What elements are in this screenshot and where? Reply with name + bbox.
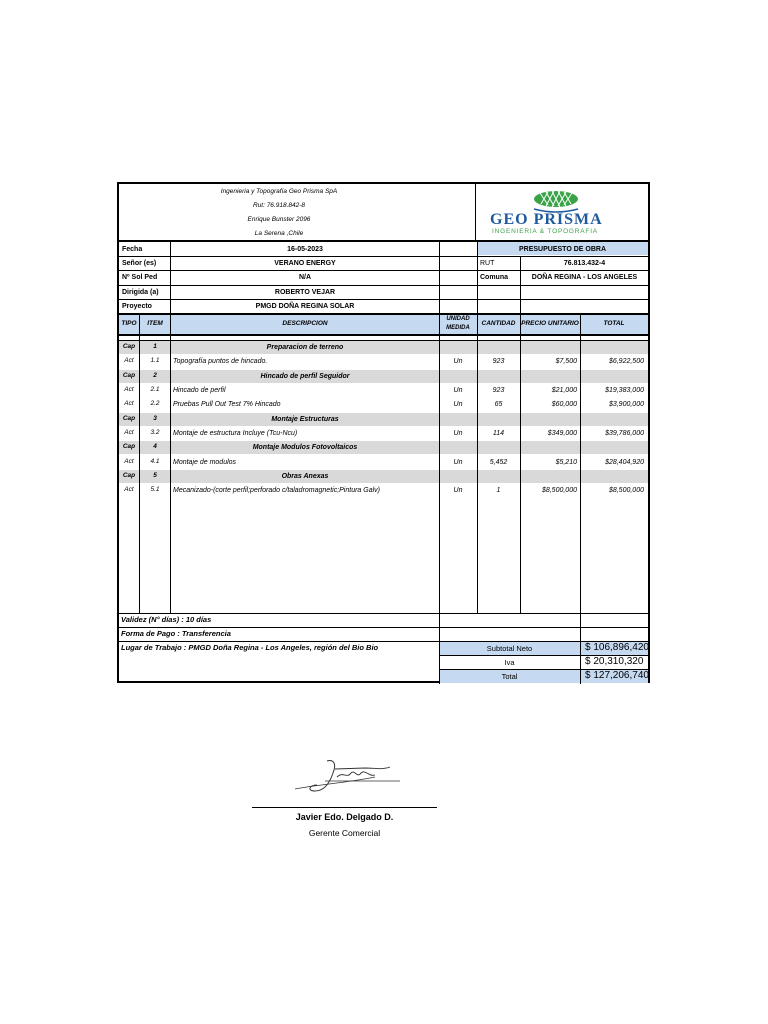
logo-subtext: INGENIERIA & TOPOGRAFIA	[492, 228, 598, 235]
row-2	[119, 373, 648, 383]
header-precio: PRECIO UNITARIO	[521, 320, 579, 327]
comuna-label: Comuna	[480, 274, 508, 281]
budget-sheet	[117, 182, 650, 683]
row-unidad: Un	[453, 430, 463, 437]
row-9	[119, 473, 648, 483]
rut-value: 76.813.432-4	[563, 260, 606, 267]
rut-label: RUT	[480, 260, 495, 267]
subtotal-value: $ 106,896,420	[585, 642, 649, 653]
row-unidad: Un	[453, 459, 463, 466]
row-cantidad: 65	[494, 401, 503, 408]
total-label: Total	[501, 672, 518, 681]
row-tipo: Act	[124, 357, 134, 364]
row-10	[119, 487, 648, 497]
row-tipo: Cap	[122, 472, 136, 479]
row-total: $8,500,000	[608, 487, 644, 494]
forma-pago-text: Forma de Pago : Transferencia	[121, 629, 231, 638]
row-desc: Mecanizado-(corte perfil;perforado c/taladromagnetic;Pintura Galv)	[173, 487, 380, 494]
row-tipo: Cap	[122, 343, 136, 350]
company-address: Enrique Bunster 2096	[247, 216, 311, 223]
row-tipo: Act	[124, 458, 134, 465]
fecha-value: 16-05-2023	[287, 246, 323, 253]
row-item: 1	[153, 343, 157, 350]
row-precio: $349,000	[547, 430, 577, 437]
row-cantidad: 923	[492, 387, 505, 394]
validez-text: Validez (N° días) : 10 días	[121, 615, 212, 624]
signature-line	[252, 807, 437, 808]
row-item: 2.1	[150, 386, 160, 393]
row-item: 3.2	[150, 429, 160, 436]
row-desc: Pruebas Pull Out Test 7% Hincado	[173, 401, 281, 408]
company-rut: Rut: 76.918.842-8	[252, 202, 306, 209]
row-unidad: Un	[453, 387, 463, 394]
doc-title: PRESUPUESTO DE OBRA	[519, 246, 606, 253]
row-3	[119, 387, 648, 397]
row-item: 5	[153, 472, 157, 479]
row-total: $28,404,920	[605, 459, 644, 466]
subtotal-label: Subtotal Neto	[486, 644, 533, 653]
row-unidad: Un	[453, 358, 463, 365]
iva-value: $ 20,310,320	[585, 656, 644, 667]
row-total: $3,900,000	[608, 401, 644, 408]
row-tipo: Act	[124, 386, 134, 393]
signer-title: Gerente Comercial	[308, 828, 381, 838]
row-desc: Hincado de perfil Seguidor	[260, 373, 350, 380]
row-unidad: Un	[453, 401, 463, 408]
row-item: 4	[153, 443, 157, 450]
row-tipo: Act	[124, 486, 134, 493]
solped-label: Nº Sol Ped	[122, 274, 158, 281]
solped-value: N/A	[298, 274, 312, 281]
row-precio: $5,210	[555, 459, 577, 466]
header-total: TOTAL	[603, 320, 625, 327]
row-precio: $60,000	[551, 401, 577, 408]
row-cantidad: 5,452	[489, 459, 508, 466]
row-desc: Montaje Modulos Fotovoltaicos	[252, 444, 358, 451]
row-cantidad: 923	[492, 358, 505, 365]
row-item: 4.1	[150, 458, 160, 465]
company-name: Ingenieria y Topografía Geo Prisma SpA	[220, 188, 338, 195]
row-item: 5.1	[150, 486, 160, 493]
row-precio: $21,000	[551, 387, 577, 394]
row-7	[119, 444, 648, 454]
header-descripcion: DESCRIPCION	[282, 320, 328, 327]
dirigida-value: ROBERTO VEJAR	[274, 289, 336, 296]
row-precio: $7,500	[555, 358, 577, 365]
row-item: 2	[153, 372, 157, 379]
row-tipo: Act	[124, 400, 134, 407]
row-unidad: Un	[453, 487, 463, 494]
row-total: $19,383,000	[605, 387, 644, 394]
row-item: 2.2	[150, 400, 160, 407]
row-precio: $8,500,000	[541, 487, 577, 494]
proyecto-label: Proyecto	[122, 303, 152, 310]
row-total: $39,786,000	[605, 430, 644, 437]
lugar-trabajo-text: Lugar de Trabajo : PMGD Doña Regina - Los Angeles, región del Bio Bio	[121, 643, 379, 652]
signature-icon	[295, 755, 410, 805]
row-tipo: Cap	[122, 372, 136, 379]
header-item: ITEM	[147, 320, 163, 327]
senor-label: Señor (es)	[122, 260, 157, 267]
fecha-label: Fecha	[122, 246, 143, 253]
header-unidad-1: UNIDAD	[446, 316, 470, 322]
row-desc: Obras Anexas	[281, 473, 329, 480]
row-desc: Montaje Estructuras	[271, 416, 339, 423]
row-desc: Hincado de perfil	[173, 387, 226, 394]
row-5	[119, 416, 648, 426]
row-0	[119, 344, 648, 354]
header-unidad-2: MEDIDA	[446, 325, 470, 331]
signer-name: Javier Edo. Delgado D.	[295, 812, 394, 822]
proyecto-value: PMGD DOÑA REGINA SOLAR	[255, 303, 355, 310]
comuna-value: DOÑA REGINA - LOS ANGELES	[531, 274, 638, 281]
senor-value: VERANO ENERGY	[274, 260, 336, 267]
row-6	[119, 430, 648, 440]
dirigida-label: Dirigida (a)	[122, 289, 159, 296]
iva-label: Iva	[504, 658, 515, 667]
logo-text: GEO PRISMA	[490, 211, 603, 228]
row-tipo: Cap	[122, 415, 136, 422]
row-desc: Preparacion de terreno	[266, 344, 344, 351]
row-item: 3	[153, 415, 157, 422]
row-4	[119, 401, 648, 411]
row-1	[119, 358, 648, 368]
row-tipo: Cap	[122, 443, 136, 450]
company-logo	[478, 185, 635, 239]
row-tipo: Act	[124, 429, 134, 436]
row-item: 1.1	[150, 357, 160, 364]
row-8	[119, 459, 648, 469]
row-desc: Topografía puntos de hincado.	[173, 358, 268, 365]
total-value: $ 127,206,740	[585, 670, 649, 681]
row-cantidad: 114	[492, 430, 505, 437]
header-tipo: TIPO	[121, 320, 137, 327]
header-cantidad: CANTIDAD	[481, 320, 516, 327]
company-city: La Serena ,Chile	[254, 230, 304, 237]
row-cantidad: 1	[496, 487, 501, 494]
row-total: $6,922,500	[608, 358, 644, 365]
row-desc: Montaje de modulos	[173, 459, 237, 466]
row-desc: Montaje de estructura Incluye (Tcu-Ncu)	[173, 430, 298, 437]
